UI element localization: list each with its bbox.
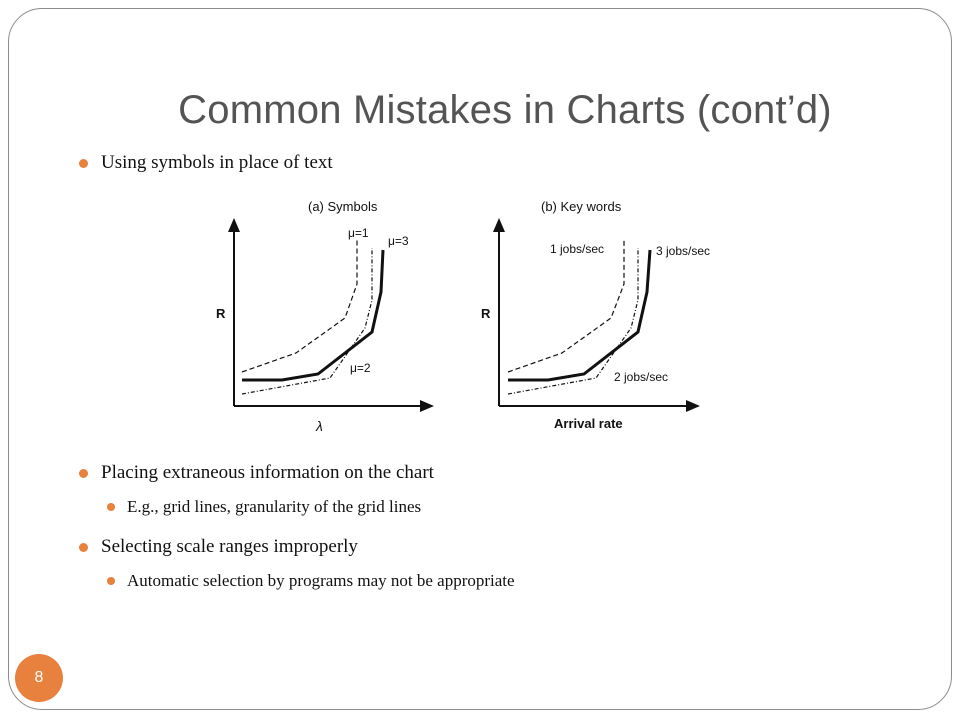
panel-b-label-3jobs: 3 jobs/sec xyxy=(656,244,711,258)
panel-b-x-arrow xyxy=(686,400,700,412)
panel-a-label-mu2: μ=2 xyxy=(350,361,371,375)
panel-b-title: (b) Key words xyxy=(541,199,622,214)
panel-b-series-3jobs xyxy=(508,250,650,380)
panel-b-label-1jobs: 1 jobs/sec xyxy=(550,242,605,256)
comparison-figure xyxy=(200,188,740,438)
bullet-dot xyxy=(107,503,115,511)
panel-b-y-arrow xyxy=(493,218,505,232)
panel-a-x-arrow xyxy=(420,400,434,412)
sub-bullet-item xyxy=(107,497,421,517)
panel-a-title: (a) Symbols xyxy=(308,199,378,214)
panel-b-ylabel: R xyxy=(481,306,491,321)
bullet-text: Selecting scale ranges improperly xyxy=(101,536,358,557)
panel-a-label-mu1: μ=1 xyxy=(348,226,369,240)
slide-title: Common Mistakes in Charts (cont’d) xyxy=(178,88,832,132)
bullet-dot xyxy=(79,469,88,478)
bullet-item xyxy=(79,152,333,174)
panel-a-xlabel: λ xyxy=(316,418,323,434)
page-number-badge: 8 xyxy=(15,654,63,702)
panel-a-y-arrow xyxy=(228,218,240,232)
panel-a-series-mu1 xyxy=(242,238,357,372)
bullet-item xyxy=(79,536,358,558)
panel-a xyxy=(216,199,434,434)
panel-b-series-1jobs xyxy=(508,238,624,372)
bullet-text: E.g., grid lines, granularity of the grid lines xyxy=(127,497,422,516)
bullet-text: Using symbols in place of text xyxy=(101,152,333,173)
panel-a-label-mu3: μ=3 xyxy=(388,234,409,248)
bullet-dot xyxy=(79,159,88,168)
sub-bullet-item xyxy=(107,571,515,591)
panel-b-label-2jobs: 2 jobs/sec xyxy=(614,370,669,384)
bullet-dot xyxy=(79,543,88,552)
panel-b-xlabel: Arrival rate xyxy=(554,416,623,431)
bullet-dot xyxy=(107,577,115,585)
bullet-text: Automatic selection by programs may not be appropriate xyxy=(127,571,515,590)
panel-a-ylabel: R xyxy=(216,306,226,321)
panel-b xyxy=(481,199,710,431)
bullet-text: Placing extraneous information on the chart xyxy=(101,462,434,483)
bullet-item xyxy=(79,462,434,484)
